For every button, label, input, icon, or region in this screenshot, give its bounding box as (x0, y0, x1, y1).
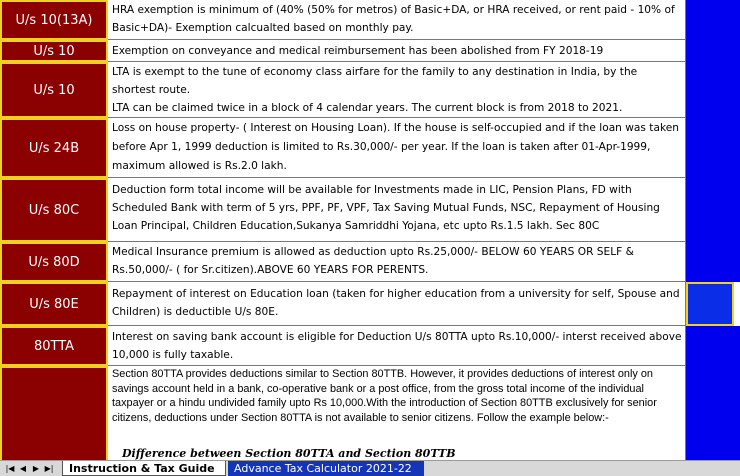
grid-edge (734, 282, 740, 326)
sheet-tab-bar (0, 460, 740, 476)
table-row (0, 118, 740, 178)
tab-instruction-tax-guide[interactable]: Instruction & Tax Guide (62, 461, 226, 476)
section-cell[interactable] (0, 366, 108, 460)
first-sheet-icon[interactable]: |◀ (5, 464, 15, 473)
blue-cell[interactable] (686, 118, 740, 178)
section-cell[interactable]: U/s 10 (0, 62, 108, 118)
section-cell[interactable]: U/s 10(13A) (0, 0, 108, 40)
tab-advance-tax-calculator[interactable]: Advance Tax Calculator 2021-22 (228, 461, 424, 476)
description-cell[interactable]: Exemption on conveyance and medical reimbursement has been abolished from FY 2018-19 (108, 40, 686, 62)
selected-cell[interactable] (686, 282, 734, 326)
prev-sheet-icon[interactable]: ◀ (19, 464, 27, 473)
blue-cell[interactable] (686, 366, 740, 460)
section-cell[interactable]: 80TTA (0, 326, 108, 366)
section-cell[interactable]: U/s 80D (0, 242, 108, 282)
blue-cell[interactable] (686, 178, 740, 242)
example-title: Difference between Section 80TTA and Section 80TTB (122, 447, 456, 460)
description-cell[interactable]: Interest on saving bank account is eligible for Deduction U/s 80TTA upto Rs.10,000/- interst received above 10,000 is fully taxable. (108, 326, 686, 366)
blue-cell[interactable] (686, 0, 740, 40)
description-cell[interactable]: LTA is exempt to the tune of economy class airfare for the family to any destination in India, by the shortest route. LTA can be claimed twice in a block of 4 calendar years. The current block is from 2018 to 2021. (108, 62, 686, 118)
description-cell[interactable]: HRA exemption is minimum of (40% (50% for metros) of Basic+DA, or HRA received, or rent paid - 10% of Basic+DA)- Exemption calcualted based on monthly pay. (108, 0, 686, 40)
table-row (0, 366, 740, 460)
table-row (0, 326, 740, 366)
blue-cell[interactable] (686, 62, 740, 118)
table-row (0, 62, 740, 118)
blue-cell[interactable] (686, 326, 740, 366)
table-row (0, 0, 740, 40)
table-row (0, 40, 740, 62)
table-row (0, 242, 740, 282)
description-cell[interactable]: Repayment of interest on Education loan (taken for higher education from a university for self, Spouse and Children) is deductible U/s 80E. (108, 282, 686, 326)
table-row (0, 178, 740, 242)
last-sheet-icon[interactable]: ▶| (44, 464, 54, 473)
blue-cell[interactable] (686, 242, 740, 282)
next-sheet-icon[interactable]: ▶ (32, 464, 40, 473)
description-cell[interactable]: Deduction form total income will be available for Investments made in LIC, Pension Plans, FD with Scheduled Bank with term of 5 yrs, PPF, PF, VPF, Tax Saving Mutual Funds, NSC, Repayment of Housing Loan Principal, Children Education,Sukanya Samriddhi Yojana, etc upto Rs.1.5 lakh. Sec 80C (108, 178, 686, 242)
section-cell[interactable]: U/s 80E (0, 282, 108, 326)
section-cell[interactable]: U/s 24B (0, 118, 108, 178)
description-cell[interactable]: Section 80TTA provides deductions similar to Section 80TTB. However, it provides deductions of interest only on savings account held in a bank, co-operative bank or a post office, from the gross total income of the individual taxpayer or a hindu undivided family upto Rs 10,000.With the introduction of Section 80TTB exclusively for senior citizens, deductions under Section 80TTA is not available to senior citizens. Follow the example below:- (108, 366, 686, 460)
table-row (0, 282, 740, 326)
blue-cell[interactable] (686, 40, 740, 62)
section-cell[interactable]: U/s 80C (0, 178, 108, 242)
description-cell[interactable]: Loss on house property- ( Interest on Housing Loan). If the house is self-occupied and if the loan was taken before Apr 1, 1999 deduction is limited to Rs.30,000/- per year. If the loan is taken after 01-Apr-1999, maximum allowed is Rs.2.0 lakh. (108, 118, 686, 178)
description-cell[interactable]: Medical Insurance premium is allowed as deduction upto Rs.25,000/- BELOW 60 YEARS OR SELF & Rs.50,000/- ( for Sr.citizen).ABOVE 60 YEARS FOR PERENTS. (108, 242, 686, 282)
section-cell[interactable]: U/s 10 (0, 40, 108, 62)
